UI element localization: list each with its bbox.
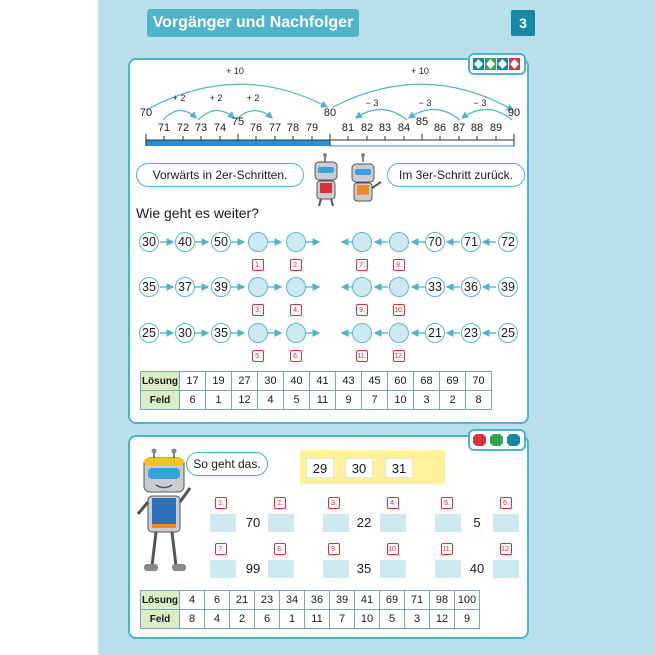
page-number: 3 bbox=[511, 10, 535, 36]
given-number: 22 bbox=[356, 515, 372, 530]
numberline-label: 73 bbox=[194, 122, 208, 134]
table-row bbox=[141, 591, 480, 610]
sequence-number: 71 bbox=[461, 232, 481, 252]
table-label: Feld bbox=[141, 610, 180, 629]
answer-box[interactable] bbox=[210, 514, 236, 532]
answer-box[interactable] bbox=[380, 514, 406, 532]
field-number: 7. bbox=[215, 543, 227, 555]
given-number: 40 bbox=[469, 561, 485, 576]
numberline-label: 81 bbox=[341, 122, 355, 134]
field-number: 6. bbox=[290, 350, 302, 362]
answer-circle[interactable] bbox=[286, 277, 306, 297]
table-cell: 100 bbox=[455, 591, 480, 610]
sequence-number: 30 bbox=[175, 323, 195, 343]
field-number: 4. bbox=[290, 304, 302, 316]
numberline-label: 70 bbox=[139, 107, 153, 119]
number-line-bar-empty bbox=[330, 140, 514, 146]
numberline-label: 79 bbox=[305, 122, 319, 134]
table-cell: 71 bbox=[405, 591, 430, 610]
example-card: 29 bbox=[307, 459, 333, 477]
page-title: Vorgänger und Nachfolger bbox=[147, 9, 359, 37]
difficulty-shapes-icon bbox=[472, 433, 522, 447]
arc-label: + 2 bbox=[209, 93, 223, 103]
answer-box[interactable] bbox=[435, 560, 461, 578]
answer-circle[interactable] bbox=[248, 277, 268, 297]
sequence-number: 39 bbox=[211, 277, 231, 297]
table-cell: 17 bbox=[180, 372, 206, 391]
table-cell: 30 bbox=[258, 372, 284, 391]
given-number: 35 bbox=[356, 561, 372, 576]
answer-box[interactable] bbox=[380, 560, 406, 578]
field-number: 9. bbox=[356, 304, 368, 316]
numberline-label: 88 bbox=[470, 122, 484, 134]
table-cell: 12 bbox=[430, 610, 455, 629]
field-number: 4. bbox=[387, 497, 399, 509]
answer-circle[interactable] bbox=[389, 232, 409, 252]
given-number: 99 bbox=[245, 561, 261, 576]
field-number: 10. bbox=[393, 304, 405, 316]
table-cell: 21 bbox=[230, 591, 255, 610]
given-number: 70 bbox=[245, 515, 261, 530]
answer-circle[interactable] bbox=[248, 323, 268, 343]
table-label: Feld bbox=[141, 391, 180, 410]
field-number: 2. bbox=[290, 259, 302, 271]
table-cell: 4 bbox=[180, 591, 205, 610]
table-row bbox=[141, 391, 492, 410]
sequence-number: 21 bbox=[425, 323, 445, 343]
speech-bubble-example: So geht das. bbox=[186, 452, 268, 476]
field-number: 1. bbox=[252, 259, 264, 271]
field-number: 10. bbox=[387, 543, 399, 555]
robot-illustration bbox=[136, 448, 194, 578]
table-cell: 41 bbox=[310, 372, 336, 391]
table-cell: 8 bbox=[180, 610, 205, 629]
table-row bbox=[141, 372, 492, 391]
numberline-label: 89 bbox=[489, 122, 503, 134]
table-cell: 11 bbox=[305, 610, 330, 629]
table-cell: 5 bbox=[380, 610, 405, 629]
answer-box[interactable] bbox=[210, 560, 236, 578]
sequence-number: 35 bbox=[139, 277, 159, 297]
field-number: 3. bbox=[328, 497, 340, 509]
answer-box[interactable] bbox=[435, 514, 461, 532]
table-cell: 10 bbox=[388, 391, 414, 410]
table-cell: 9 bbox=[336, 391, 362, 410]
numberline-label: 82 bbox=[360, 122, 374, 134]
arc-label: + 2 bbox=[172, 93, 186, 103]
answer-circle[interactable] bbox=[352, 277, 372, 297]
table-cell: 41 bbox=[355, 591, 380, 610]
numberline-label: 71 bbox=[157, 122, 171, 134]
answer-box[interactable] bbox=[493, 560, 519, 578]
speech-bubble-forward: Vorwärts in 2er-Schritten. bbox=[136, 163, 304, 187]
table-cell: 45 bbox=[362, 372, 388, 391]
field-number: 8. bbox=[274, 543, 286, 555]
answer-circle[interactable] bbox=[286, 232, 306, 252]
table-cell: 6 bbox=[255, 610, 280, 629]
answer-box[interactable] bbox=[323, 514, 349, 532]
robots-illustration bbox=[305, 152, 385, 208]
table-cell: 68 bbox=[414, 372, 440, 391]
table-cell: 7 bbox=[362, 391, 388, 410]
field-number: 11. bbox=[356, 350, 368, 362]
table-cell: 70 bbox=[466, 372, 492, 391]
sequence-number: 23 bbox=[461, 323, 481, 343]
table-cell: 5 bbox=[284, 391, 310, 410]
table-cell: 8 bbox=[466, 391, 492, 410]
arc-label: + 10 bbox=[411, 66, 429, 76]
table-cell: 34 bbox=[280, 591, 305, 610]
table-cell: 6 bbox=[180, 391, 206, 410]
answer-box[interactable] bbox=[268, 514, 294, 532]
numberline-label: 74 bbox=[213, 122, 227, 134]
number-line-bar-filled bbox=[146, 140, 330, 146]
field-number: 2. bbox=[274, 497, 286, 509]
sequence-number: 36 bbox=[461, 277, 481, 297]
table-cell: 7 bbox=[330, 610, 355, 629]
arc-label: + 10 bbox=[226, 66, 244, 76]
table-cell: 98 bbox=[430, 591, 455, 610]
sequence-number: 25 bbox=[139, 323, 159, 343]
table-cell: 10 bbox=[355, 610, 380, 629]
table-cell: 3 bbox=[414, 391, 440, 410]
task-heading: Wie geht es weiter? bbox=[136, 205, 259, 221]
answer-box[interactable] bbox=[323, 560, 349, 578]
table-label: Lösung bbox=[141, 372, 180, 391]
given-number: 5 bbox=[473, 515, 481, 530]
arc-label: + 2 bbox=[246, 93, 260, 103]
field-number: 7. bbox=[356, 259, 368, 271]
numberline-label: 84 bbox=[397, 122, 411, 134]
answer-circle[interactable] bbox=[352, 323, 372, 343]
field-number: 12. bbox=[393, 350, 405, 362]
field-number: 11. bbox=[441, 543, 453, 555]
table-cell: 27 bbox=[232, 372, 258, 391]
table-cell: 4 bbox=[205, 610, 230, 629]
table-cell: 39 bbox=[330, 591, 355, 610]
table-cell: 60 bbox=[388, 372, 414, 391]
sequence-number: 33 bbox=[425, 277, 445, 297]
table-cell: 2 bbox=[440, 391, 466, 410]
table-cell: 1 bbox=[206, 391, 232, 410]
sequence-number: 37 bbox=[175, 277, 195, 297]
numberline-label: 76 bbox=[249, 122, 263, 134]
solution-table-1 bbox=[140, 371, 492, 410]
table-row bbox=[141, 610, 480, 629]
table-cell: 43 bbox=[336, 372, 362, 391]
table-cell: 40 bbox=[284, 372, 310, 391]
sequence-number: 39 bbox=[498, 277, 518, 297]
sequence-number: 25 bbox=[498, 323, 518, 343]
arc-label: − 3 bbox=[473, 98, 487, 108]
numberline-label: 83 bbox=[378, 122, 392, 134]
speech-bubble-back: Im 3er-Schritt zurück. bbox=[387, 163, 525, 187]
example-card: 30 bbox=[346, 459, 372, 477]
table-label: Lösung bbox=[141, 591, 180, 610]
sequence-number: 72 bbox=[498, 232, 518, 252]
field-number: 12. bbox=[500, 543, 512, 555]
sequence-number: 35 bbox=[211, 323, 231, 343]
answer-circle[interactable] bbox=[286, 323, 306, 343]
answer-circle[interactable] bbox=[352, 232, 372, 252]
table-cell: 1 bbox=[280, 610, 305, 629]
field-number: 5. bbox=[252, 350, 264, 362]
sequence-number: 70 bbox=[425, 232, 445, 252]
field-number: 3. bbox=[252, 304, 264, 316]
answer-box[interactable] bbox=[268, 560, 294, 578]
numberline-label: 86 bbox=[433, 122, 447, 134]
answer-circle[interactable] bbox=[389, 323, 409, 343]
numberline-label: 87 bbox=[452, 122, 466, 134]
table-cell: 19 bbox=[206, 372, 232, 391]
numberline-label: 77 bbox=[268, 122, 282, 134]
numberline-label: 85 bbox=[415, 116, 429, 128]
numberline-label: 80 bbox=[323, 107, 337, 119]
field-number: 6. bbox=[500, 497, 512, 509]
table-cell: 69 bbox=[440, 372, 466, 391]
numberline-label: 78 bbox=[286, 122, 300, 134]
example-card: 31 bbox=[386, 459, 412, 477]
field-number: 1. bbox=[215, 497, 227, 509]
answer-circle[interactable] bbox=[248, 232, 268, 252]
sequence-number: 50 bbox=[211, 232, 231, 252]
table-cell: 36 bbox=[305, 591, 330, 610]
difficulty-tag-2 bbox=[468, 429, 526, 451]
field-number: 5. bbox=[441, 497, 453, 509]
solution-table-2 bbox=[140, 590, 480, 629]
table-cell: 4 bbox=[258, 391, 284, 410]
table-cell: 9 bbox=[455, 610, 480, 629]
answer-circle[interactable] bbox=[389, 277, 409, 297]
table-cell: 6 bbox=[205, 591, 230, 610]
table-cell: 23 bbox=[255, 591, 280, 610]
table-cell: 3 bbox=[405, 610, 430, 629]
arc-label: − 3 bbox=[418, 98, 432, 108]
sequence-number: 30 bbox=[139, 232, 159, 252]
numberline-label: 72 bbox=[176, 122, 190, 134]
numberline-label: 75 bbox=[231, 116, 245, 128]
table-cell: 11 bbox=[310, 391, 336, 410]
table-cell: 69 bbox=[380, 591, 405, 610]
table-cell: 12 bbox=[232, 391, 258, 410]
field-number: 8. bbox=[393, 259, 405, 271]
numberline-label: 90 bbox=[507, 107, 521, 119]
sequence-number: 40 bbox=[175, 232, 195, 252]
answer-box[interactable] bbox=[493, 514, 519, 532]
table-cell: 2 bbox=[230, 610, 255, 629]
arc-label: − 3 bbox=[365, 98, 379, 108]
field-number: 9. bbox=[328, 543, 340, 555]
